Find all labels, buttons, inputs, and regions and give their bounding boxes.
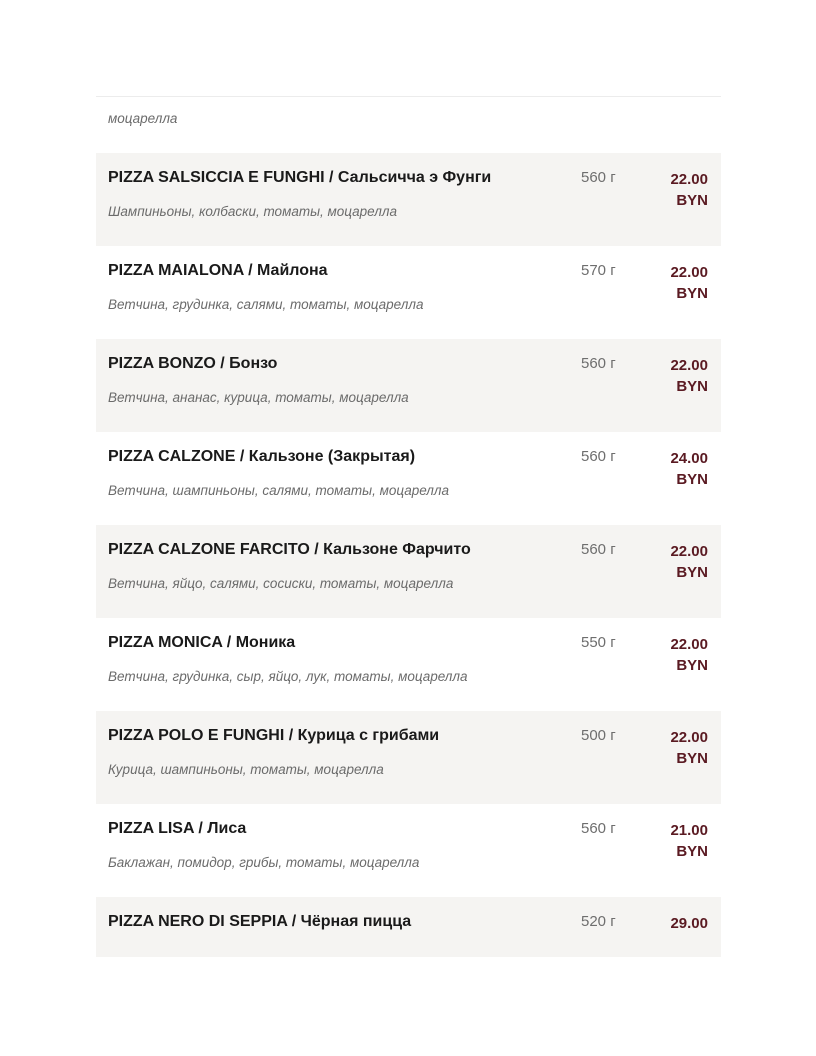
menu-item-calzone <box>96 432 721 525</box>
item-name: PIZZA LISA / Лиса <box>108 820 247 837</box>
price-amount: 22.00 <box>670 264 708 281</box>
price-amount: 22.00 <box>670 636 708 653</box>
item-price <box>648 727 708 769</box>
item-description: Ветчина, шампиньоны, салями, томаты, моцарелла <box>108 483 450 498</box>
item-weight: 570 г <box>581 262 616 279</box>
price-amount: 22.00 <box>670 171 708 188</box>
item-name: PIZZA MONICA / Моника <box>108 634 296 651</box>
menu-item-monica <box>96 618 721 711</box>
item-weight: 560 г <box>581 448 616 465</box>
price-currency: BYN <box>676 192 708 209</box>
price-amount: 29.00 <box>670 915 708 932</box>
item-name: PIZZA NERO DI SEPPIA / Чёрная пицца <box>108 913 412 930</box>
price-amount: 22.00 <box>670 357 708 374</box>
price-amount: 22.00 <box>670 543 708 560</box>
item-price <box>648 355 708 397</box>
menu-item-polo-e-funghi <box>96 711 721 804</box>
menu-item-maialona <box>96 246 721 339</box>
item-description: Ветчина, яйцо, салями, сосиски, томаты, моцарелла <box>108 576 454 591</box>
item-weight: 560 г <box>581 169 616 186</box>
price-amount: 21.00 <box>670 822 708 839</box>
item-price <box>648 820 708 862</box>
item-name: PIZZA POLO E FUNGHI / Курица с грибами <box>108 727 440 744</box>
item-description: Баклажан, помидор, грибы, томаты, моцарелла <box>108 855 420 870</box>
price-currency: BYN <box>676 750 708 767</box>
item-description: моцарелла <box>108 111 178 126</box>
menu-list <box>96 96 721 957</box>
item-price <box>648 262 708 304</box>
item-weight: 560 г <box>581 820 616 837</box>
price-currency: BYN <box>676 285 708 302</box>
item-weight: 560 г <box>581 541 616 558</box>
item-weight: 500 г <box>581 727 616 744</box>
menu-item-fragment <box>96 97 721 153</box>
price-currency: BYN <box>676 843 708 860</box>
price-currency: BYN <box>676 378 708 395</box>
item-description: Курица, шампиньоны, томаты, моцарелла <box>108 762 384 777</box>
item-price <box>648 448 708 490</box>
menu-item-salsiccia-e-funghi <box>96 153 721 246</box>
item-name: PIZZA CALZONE FARCITO / Кальзоне Фарчито <box>108 541 471 558</box>
price-amount: 22.00 <box>670 729 708 746</box>
item-name: PIZZA SALSICCIA E FUNGHI / Сальсичча э Фунги <box>108 169 492 186</box>
item-price <box>648 541 708 583</box>
item-name: PIZZA BONZO / Бонзо <box>108 355 278 372</box>
menu-item-calzone-farcito <box>96 525 721 618</box>
price-amount: 24.00 <box>670 450 708 467</box>
item-name: PIZZA MAIALONA / Майлона <box>108 262 328 279</box>
item-name: PIZZA CALZONE / Кальзоне (Закрытая) <box>108 448 416 465</box>
item-price <box>648 913 708 934</box>
item-weight: 550 г <box>581 634 616 651</box>
item-description: Ветчина, грудинка, салями, томаты, моцарелла <box>108 297 424 312</box>
item-description: Шампиньоны, колбаски, томаты, моцарелла <box>108 204 397 219</box>
item-price <box>648 169 708 211</box>
price-currency: BYN <box>676 564 708 581</box>
item-price <box>648 634 708 676</box>
item-description: Ветчина, ананас, курица, томаты, моцарелла <box>108 390 409 405</box>
item-weight: 560 г <box>581 355 616 372</box>
item-description: Ветчина, грудинка, сыр, яйцо, лук, томаты, моцарелла <box>108 669 468 684</box>
menu-item-bonzo <box>96 339 721 432</box>
menu-item-lisa <box>96 804 721 897</box>
item-weight: 520 г <box>581 913 616 930</box>
price-currency: BYN <box>676 657 708 674</box>
price-currency: BYN <box>676 471 708 488</box>
menu-item-nero-di-seppia <box>96 897 721 957</box>
